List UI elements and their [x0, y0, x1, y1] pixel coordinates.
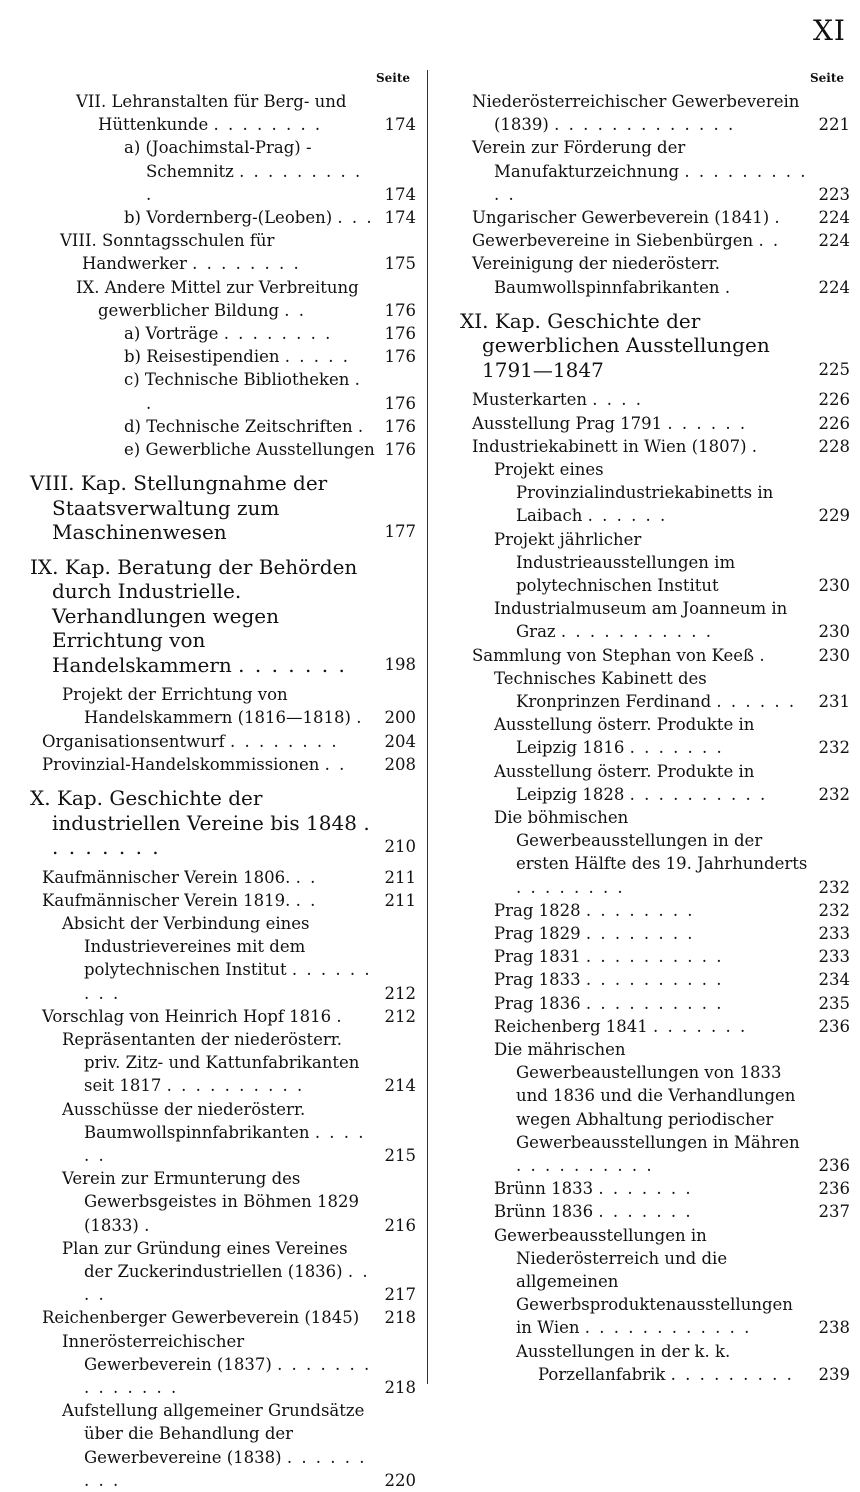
toc-page-number: 215: [384, 1146, 416, 1165]
toc-entry: [4, 1098, 416, 1168]
toc-entry: [4, 136, 416, 206]
toc-entry: [4, 368, 416, 414]
dot-leader: .: [336, 1006, 344, 1026]
toc-page-number: 234: [818, 970, 850, 990]
toc-entry: [438, 945, 850, 968]
toc-page-number: 214: [384, 1076, 416, 1096]
toc-entry-title: d) Technische Zeitschriften: [124, 416, 353, 436]
toc-entry: [438, 90, 850, 136]
dot-leader: .: [724, 277, 733, 297]
toc-entry: [438, 713, 850, 759]
toc-entry-title: Prag 1833: [494, 970, 581, 990]
toc-page-number: 232: [818, 900, 850, 920]
toc-page-number: 176: [384, 300, 416, 320]
toc-entry: [4, 1399, 416, 1492]
toc-page-number: 238: [818, 1318, 850, 1338]
toc-entry-title: VII. Lehranstalten für Berg- und Hüttenkunde: [76, 92, 347, 135]
dot-leader: . . . . . . . . .: [670, 1364, 794, 1384]
toc-page-number: 231: [818, 691, 850, 711]
toc-entry: [438, 922, 850, 945]
toc-right-column: [438, 66, 850, 1386]
dot-leader: . . . . . .: [84, 1122, 366, 1165]
toc-entry-title: Prag 1828: [494, 900, 581, 920]
toc-page-number: 236: [818, 1156, 850, 1176]
toc-entry-title: X. Kap. Geschichte der industriellen Vereine bis 1848: [30, 786, 357, 835]
toc-page-number: 220: [384, 1470, 416, 1490]
toc-entry: [4, 912, 416, 1005]
seite-label: Seite: [375, 71, 410, 85]
toc-entry-title: Projekt jährlicher Industrieausstellungen im polytechnischen Institut: [494, 529, 736, 595]
dot-leader: . . . .: [84, 1262, 370, 1305]
dot-leader: . . . . . . . . . . .: [494, 161, 808, 204]
toc-entry-title: Musterkarten: [472, 390, 588, 410]
dot-leader: . . . . . . . . .: [84, 960, 372, 1003]
column-divider: [427, 70, 428, 1384]
toc-page-number: 208: [384, 754, 416, 774]
dot-leader: .: [751, 436, 760, 456]
toc-entry: [438, 1038, 850, 1177]
toc-page-number: 230: [818, 622, 850, 642]
toc-page-number: 224: [818, 208, 850, 228]
toc-page-number: 174: [384, 115, 416, 135]
toc-entry: [438, 667, 850, 713]
toc-page-number: 176: [384, 393, 416, 413]
toc-page-number: 198: [384, 654, 416, 674]
dot-leader: .: [759, 645, 767, 665]
toc-entry: [4, 276, 416, 322]
dot-leader: . .: [758, 231, 781, 251]
toc-entry: [438, 412, 850, 435]
toc-entry-title: VIII. Kap. Stellungnahme der Staatsverwaltung zum Maschinenwesen: [30, 471, 328, 545]
toc-page-number: 217: [384, 1285, 416, 1305]
toc-entry-title: Brünn 1833: [494, 1179, 594, 1199]
dot-leader: . . . . . . . . . . . .: [584, 1318, 752, 1338]
toc-entry: [438, 992, 850, 1015]
toc-page-number: 176: [384, 324, 416, 344]
dot-leader: . .: [295, 867, 318, 887]
toc-entry: [438, 206, 850, 229]
toc-entry-title: Industrialmuseum am Joanneum in Graz: [494, 599, 788, 642]
toc-entry: [4, 1237, 416, 1307]
toc-page-number: 232: [818, 738, 850, 758]
toc-chapter-heading: [4, 555, 416, 678]
toc-page-number: 233: [818, 924, 850, 943]
toc-entry: [4, 1167, 416, 1237]
toc-page-number: 226: [818, 390, 850, 410]
toc-page-number: 228: [818, 436, 850, 456]
dot-leader: .: [357, 416, 366, 436]
dot-leader: . . . . . . . .: [223, 324, 333, 344]
toc-entry: [4, 322, 416, 345]
toc-entry-title: b) Vordernberg-(Leoben): [124, 208, 333, 228]
toc-page-number: 221: [818, 115, 850, 135]
toc-page-number: 230: [818, 645, 850, 665]
dot-leader: . . . . . . .: [598, 1202, 693, 1222]
toc-page-number: 212: [384, 1006, 416, 1026]
toc-page-number: 200: [384, 708, 416, 728]
toc-entry: [438, 1224, 850, 1340]
toc-entry: [4, 90, 416, 136]
toc-page-number: 229: [818, 506, 850, 526]
toc-entry: [438, 806, 850, 899]
dot-leader: . .: [295, 890, 318, 910]
toc-entry-title: Organisationsentwurf: [42, 731, 225, 751]
toc-entry-title: Kaufmännischer Verein 1806.: [42, 867, 291, 887]
toc-entry-title: IX. Kap. Beratung der Behörden durch Industrielle. Verhandlungen wegen Errichtung von Handelskammern: [30, 554, 358, 677]
toc-entry: [438, 435, 850, 458]
toc-entry-title: Ausstellungen in der k. k. Porzellanfabrik: [516, 1341, 731, 1384]
toc-entry-title: Ausstellung österr. Produkte in Leipzig 1816: [494, 715, 755, 758]
toc-entry-title: Ausschüsse der niederösterr. Baumwollspinnfabrikanten: [62, 1099, 310, 1142]
toc-page-number: 177: [384, 522, 416, 542]
toc-entry: [438, 1177, 850, 1200]
dot-leader: . . . . . . .: [629, 738, 724, 758]
toc-entry-title: XI. Kap. Geschichte der gewerblichen Ausstellungen 1791—1847: [460, 308, 770, 382]
toc-entry: [4, 415, 416, 438]
dot-leader: . .: [324, 754, 347, 774]
toc-entry: [4, 206, 416, 229]
toc-entry-title: Brünn 1836: [494, 1202, 594, 1222]
toc-entry-title: Aufstellung allgemeiner Grundsätze über die Behandlung der Gewerbevereine (1838): [62, 1401, 365, 1467]
toc-entry-title: Verein zur Ermunterung des Gewerbsgeistes in Böhmen 1829 (1833): [62, 1169, 360, 1235]
toc-page-number: 176: [384, 347, 416, 367]
toc-entry: [4, 345, 416, 368]
toc-entry-title: Absicht der Verbindung eines Industrievereines mit dem polytechnischen Institut: [62, 913, 310, 980]
dot-leader: . . .: [337, 208, 374, 228]
toc-page-number: 210: [384, 837, 416, 857]
toc-page-number: 237: [818, 1202, 850, 1222]
dot-leader: . . . . . . . . . .: [585, 993, 724, 1013]
toc-entry-title: Prag 1836: [494, 993, 581, 1013]
toc-entry-title: Die böhmischen Gewerbeausstellungen in der ersten Hälfte des 19. Jahrhunderts: [494, 807, 808, 874]
toc-entry: [438, 644, 850, 667]
toc-chapter-heading: [4, 786, 416, 860]
toc-entry: [438, 1015, 850, 1038]
toc-entry: [4, 1330, 416, 1400]
dot-leader: . . . . .: [284, 347, 350, 367]
toc-entry: [438, 252, 850, 298]
toc-entry-title: Reichenberger Gewerbeverein (1845): [42, 1308, 360, 1328]
toc-page-number: 232: [818, 784, 850, 804]
dot-leader: . . . . . .: [587, 506, 668, 526]
toc-entry: [4, 1028, 416, 1098]
toc-entry: [4, 229, 416, 275]
dot-leader: . . . . . . . .: [213, 115, 323, 135]
toc-entry-title: Die mährischen Gewerbeaustellungen von 1833 und 1836 und die Verhandlungen wegen Abhaltung periodischer Gewerbeausstellungen in Mähren: [494, 1040, 800, 1152]
toc-entry-title: VIII. Sonntagsschulen für Handwerker: [60, 231, 275, 274]
toc-entry-title: a) Vorträge: [124, 324, 219, 344]
toc-entry-title: Projekt der Errichtung von Handelskammern (1816—1818): [62, 685, 351, 728]
dot-leader: . . . . . . . .: [585, 900, 695, 920]
toc-entry-title: Niederösterreichischer Gewerbeverein (1839): [472, 92, 800, 135]
toc-entry-title: Prag 1831: [494, 947, 581, 967]
toc-page-number: 239: [818, 1364, 850, 1384]
dot-leader: .: [144, 1215, 152, 1235]
toc-entry-title: c) Technische Bibliotheken: [124, 370, 350, 390]
toc-page-number: 218: [384, 1308, 416, 1328]
toc-entry-title: Innerösterreichischer Gewerbeverein (1837): [62, 1331, 272, 1374]
toc-page-number: 174: [384, 208, 416, 228]
toc-entry-title: Ausstellung Prag 1791: [472, 413, 663, 433]
toc-entry: [4, 683, 416, 729]
toc-entry: [438, 229, 850, 252]
toc-entry-title: Industriekabinett in Wien (1807): [472, 436, 747, 456]
toc-entry: [438, 760, 850, 806]
toc-entry: [4, 866, 416, 889]
dot-leader: . . . . . . .: [653, 1016, 748, 1036]
dot-leader: . . . . . . . . . .: [585, 947, 724, 967]
toc-chapter-heading: [4, 471, 416, 545]
dot-leader: . . . . . . . . . . .: [560, 622, 714, 642]
toc-entry-title: Sammlung von Stephan von Keeß: [472, 645, 755, 665]
toc-page-number: 224: [818, 231, 850, 251]
toc-entry-title: Gewerbevereine in Siebenbürgen: [472, 231, 754, 251]
toc-entry-title: IX. Andere Mittel zur Verbreitung gewerblicher Bildung: [76, 277, 359, 320]
dot-leader: . .: [284, 300, 307, 320]
toc-page-number: 236: [818, 1179, 850, 1199]
toc-entry-title: Kaufmännischer Verein 1819.: [42, 890, 291, 910]
toc-entry-title: Reichenberg 1841: [494, 1016, 648, 1036]
toc-entry-title: b) Reisestipendien: [124, 347, 280, 367]
dot-leader: . . . . . . . . . .: [166, 1076, 305, 1096]
toc-entry: [4, 438, 416, 461]
toc-entry: [438, 136, 850, 206]
dot-leader: . . . . . . . .: [516, 877, 625, 897]
toc-entry: [4, 1005, 416, 1028]
dot-leader: . . . . . . . . . .: [146, 161, 363, 204]
toc-page-number: 230: [818, 575, 850, 595]
page-number: XI: [813, 14, 846, 47]
dot-leader: . . . . . . .: [238, 652, 347, 677]
dot-leader: .: [356, 708, 364, 728]
dot-leader: . . . . . . . .: [229, 731, 339, 751]
toc-entry-title: Repräsentanten der niederösterr. priv. Zitz- und Kattunfabrikanten seit 1817: [62, 1029, 360, 1096]
toc-page-number: 204: [384, 731, 416, 751]
dot-leader: . . . .: [592, 390, 643, 410]
toc-entry: [4, 889, 416, 912]
dot-leader: . . . . . .: [716, 691, 797, 711]
toc-entry-title: Verein zur Förderung der Manufakturzeichnung: [472, 138, 686, 181]
dot-leader: . . . . . . . .: [52, 810, 372, 860]
toc-chapter-heading: [438, 309, 850, 383]
toc-entry: [4, 1306, 416, 1329]
toc-entry: [4, 753, 416, 776]
toc-entry: [438, 1200, 850, 1223]
toc-page-number: 211: [384, 890, 416, 910]
toc-entry-title: Gewerbeausstellungen in Niederösterreich und die allgemeinen Gewerbsproduktenausstellungen in Wien: [494, 1225, 793, 1338]
toc-entry-title: Provinzial-Handelskommissionen: [42, 754, 320, 774]
dot-leader: . . . . . . . . . .: [516, 1156, 654, 1176]
toc-page-number: 224: [818, 277, 850, 297]
toc-page-number: 216: [384, 1215, 416, 1235]
seite-label: Seite: [809, 71, 844, 85]
toc-left-column: [4, 66, 416, 1492]
dot-leader: . . . . . . . .: [585, 924, 695, 943]
toc-entry: [438, 1340, 850, 1386]
toc-page-number: 176: [384, 416, 416, 436]
dot-leader: . . . . . . . . . .: [585, 970, 724, 990]
toc-entry-title: Plan zur Gründung eines Vereines der Zuckerindustriellen (1836): [62, 1238, 348, 1282]
dot-leader: . . . . . . . . .: [84, 1447, 367, 1490]
toc-entry-title: Vereinigung der niederösterr. Baumwollspinnfabrikanten: [472, 254, 720, 297]
toc-entry: [438, 968, 850, 991]
toc-page-number: 233: [818, 947, 850, 967]
toc-page-number: 232: [818, 877, 850, 897]
toc-entry-title: a) (Joachimstal-Prag) - Schemnitz: [124, 138, 312, 181]
toc-entry-title: e) Gewerbliche Ausstellungen: [124, 440, 375, 460]
toc-page-number: 211: [384, 867, 416, 887]
dot-leader: . . . . . . . . . .: [629, 784, 768, 804]
toc-entry: [438, 528, 850, 598]
dot-leader: . . . . . . . .: [192, 254, 301, 274]
dot-leader: . . . . . . . . . . . . . .: [84, 1354, 372, 1398]
toc-page-number: 174: [384, 184, 416, 204]
toc-entry-title: Ungarischer Gewerbeverein (1841): [472, 208, 770, 228]
toc-page-number: 218: [384, 1378, 416, 1398]
dot-leader: . . . . . .: [667, 413, 748, 433]
dot-leader: . . . . . . .: [598, 1179, 693, 1199]
toc-entry: [438, 388, 850, 411]
dot-leader: .: [774, 208, 782, 228]
toc-page-number: 225: [818, 359, 850, 379]
toc-entry: [438, 458, 850, 528]
dot-leader: . . . . . . . . . . . . .: [554, 115, 736, 135]
toc-page-number: 226: [818, 413, 850, 433]
toc-entry-title: Technisches Kabinett des Kronprinzen Ferdinand: [494, 668, 712, 711]
toc-entry: [438, 899, 850, 922]
toc-page-number: 212: [384, 983, 416, 1003]
toc-page-number: 223: [818, 184, 850, 204]
toc-entry-title: Ausstellung österr. Produkte in Leipzig 1828: [494, 761, 755, 804]
toc-page-number: 175: [384, 254, 416, 274]
dot-leader: . .: [146, 370, 362, 413]
toc-entry: [438, 597, 850, 643]
toc-page-number: 176: [384, 440, 416, 460]
toc-entry-title: Prag 1829: [494, 924, 581, 943]
toc-page-number: 236: [818, 1016, 850, 1036]
toc-entry-title: Projekt eines Provinzialindustriekabinetts in Laibach: [494, 459, 774, 526]
toc-page-number: 235: [818, 993, 850, 1013]
toc-entry: [4, 730, 416, 753]
toc-entry-title: Vorschlag von Heinrich Hopf 1816: [42, 1006, 332, 1026]
